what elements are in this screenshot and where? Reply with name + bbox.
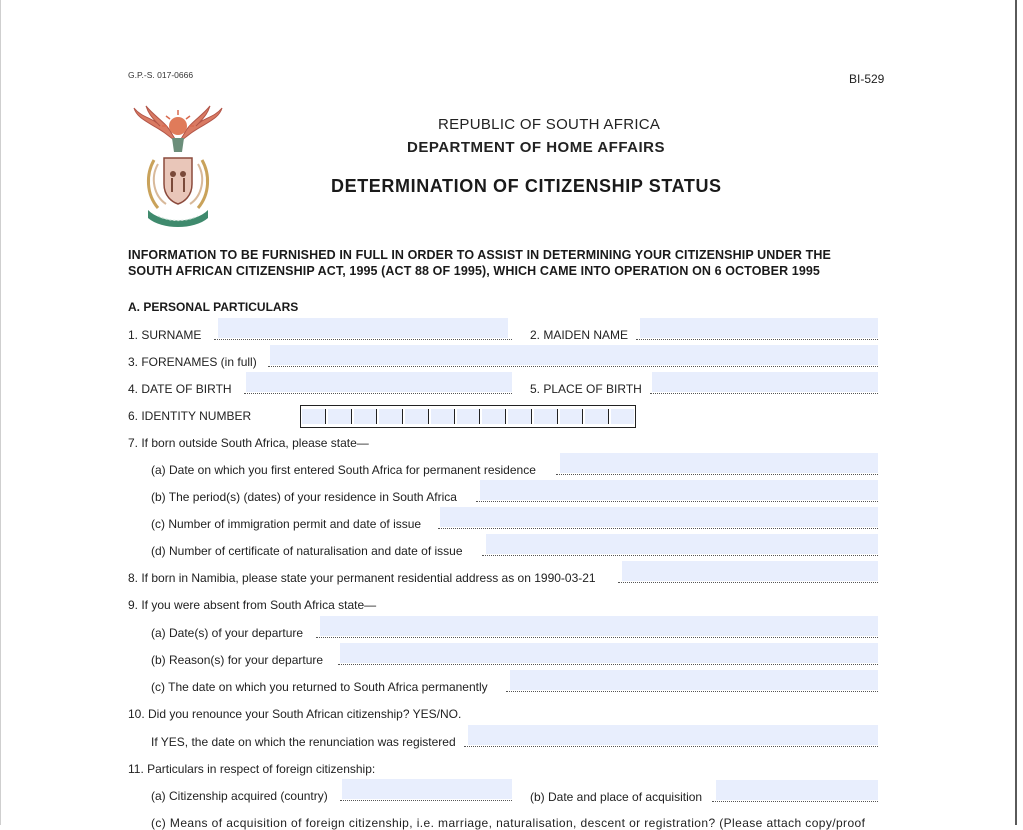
q7d-label: (d) Number of certificate of naturalisation and date of issue [151,544,463,558]
q7a-label: (a) Date on which you first entered South Africa for permanent residence [151,463,536,477]
q9c-label: (c) The date on which you returned to South Africa permanently [151,680,488,694]
date-of-birth-field[interactable] [246,372,512,392]
q9-label: 9. If you were absent from South Africa state— [128,598,377,612]
q11b-dots [712,801,878,802]
q8-field[interactable] [622,561,878,581]
q11-label: 11. Particulars in respect of foreign citizenship: [128,762,376,776]
id-digit-box[interactable] [457,409,481,424]
surname-label: 1. SURNAME [128,328,202,342]
id-digit-box[interactable] [379,409,403,424]
intro-line-2: SOUTH AFRICAN CITIZENSHIP ACT, 1995 (ACT 88 OF 1995), WHICH CAME INTO OPERATION ON 6 OCTOBER 1995 [128,264,820,278]
q7-label: 7. If born outside South Africa, please state— [128,436,369,450]
identity-number-label: 6. IDENTITY NUMBER [128,409,252,423]
q10-label: 10. Did you renounce your South African citizenship? YES/NO. [128,707,462,721]
q7b-dots [476,501,878,502]
q9a-dots [316,637,878,638]
identity-number-boxes[interactable] [300,405,636,428]
id-digit-box[interactable] [585,409,609,424]
q9c-dots [506,691,878,692]
id-digit-box[interactable] [302,409,326,424]
maiden-name-field[interactable] [640,318,878,338]
q7d-field[interactable] [486,534,878,554]
q7c-dots [438,528,878,529]
id-digit-box[interactable] [328,409,352,424]
id-digit-box[interactable] [354,409,378,424]
id-digit-box[interactable] [611,409,634,424]
q9c-field[interactable] [510,670,878,690]
q10-sub-label: If YES, the date on which the renunciation was registered [151,735,456,749]
q8-label: 8. If born in Namibia, please state your permanent residential address as on 1990-03-21 [128,571,596,585]
q8-dots [618,582,878,583]
republic-heading: REPUBLIC OF SOUTH AFRICA [438,116,661,133]
place-of-birth-dots [650,393,878,394]
q11b-field[interactable] [716,780,878,800]
id-digit-box[interactable] [534,409,558,424]
forenames-field[interactable] [270,345,878,365]
q9a-label: (a) Date(s) of your departure [151,626,304,640]
q9b-field[interactable] [340,643,878,663]
form-number: BI-529 [849,72,885,86]
date-of-birth-label: 4. DATE OF BIRTH [128,382,232,396]
id-digit-box[interactable] [405,409,429,424]
q7c-label: (c) Number of immigration permit and date of issue [151,517,422,531]
id-digit-box[interactable] [431,409,455,424]
q7c-field[interactable] [440,507,878,527]
surname-dots [214,339,512,340]
department-heading: DEPARTMENT OF HOME AFFAIRS [407,139,665,156]
form-title: DETERMINATION OF CITIZENSHIP STATUS [331,176,722,196]
q10-dots [464,746,878,747]
q10-date-field[interactable] [468,725,878,745]
gps-number: G.P.-S. 017-0666 [128,70,194,80]
q9a-field[interactable] [320,616,878,636]
q11a-field[interactable] [342,779,512,799]
q11a-label: (a) Citizenship acquired (country) [151,789,328,803]
maiden-name-label: 2. MAIDEN NAME [530,328,629,342]
maiden-name-dots [636,339,878,340]
place-of-birth-label: 5. PLACE OF BIRTH [530,382,642,396]
q11a-dots [340,800,512,801]
q7a-dots [556,474,878,475]
q7a-field[interactable] [560,453,878,473]
intro-line-1: INFORMATION TO BE FURNISHED IN FULL IN ORDER TO ASSIST IN DETERMINING YOUR CITIZENSHIP UNDER THE [128,248,831,262]
q9b-label: (b) Reason(s) for your departure [151,653,324,667]
id-digit-box[interactable] [560,409,584,424]
forenames-dots [268,366,878,367]
q7b-label: (b) The period(s) (dates) of your residence in South Africa [151,490,457,504]
surname-field[interactable] [218,318,508,338]
id-digit-box[interactable] [508,409,532,424]
q11c-label: (c) Means of acquisition of foreign citizenship, i.e. marriage, naturalisation, descent or registration? (Please attach copy/proof [151,816,866,830]
q7b-field[interactable] [480,480,878,500]
coat-of-arms-icon [128,104,228,230]
q9b-dots [338,664,878,665]
q7d-dots [482,555,878,556]
date-of-birth-dots [244,393,512,394]
q11b-label: (b) Date and place of acquisition [530,790,703,804]
forenames-label: 3. FORENAMES (in full) [128,355,257,369]
id-digit-box[interactable] [482,409,506,424]
section-a-heading: A. PERSONAL PARTICULARS [128,300,299,314]
place-of-birth-field[interactable] [652,372,878,392]
